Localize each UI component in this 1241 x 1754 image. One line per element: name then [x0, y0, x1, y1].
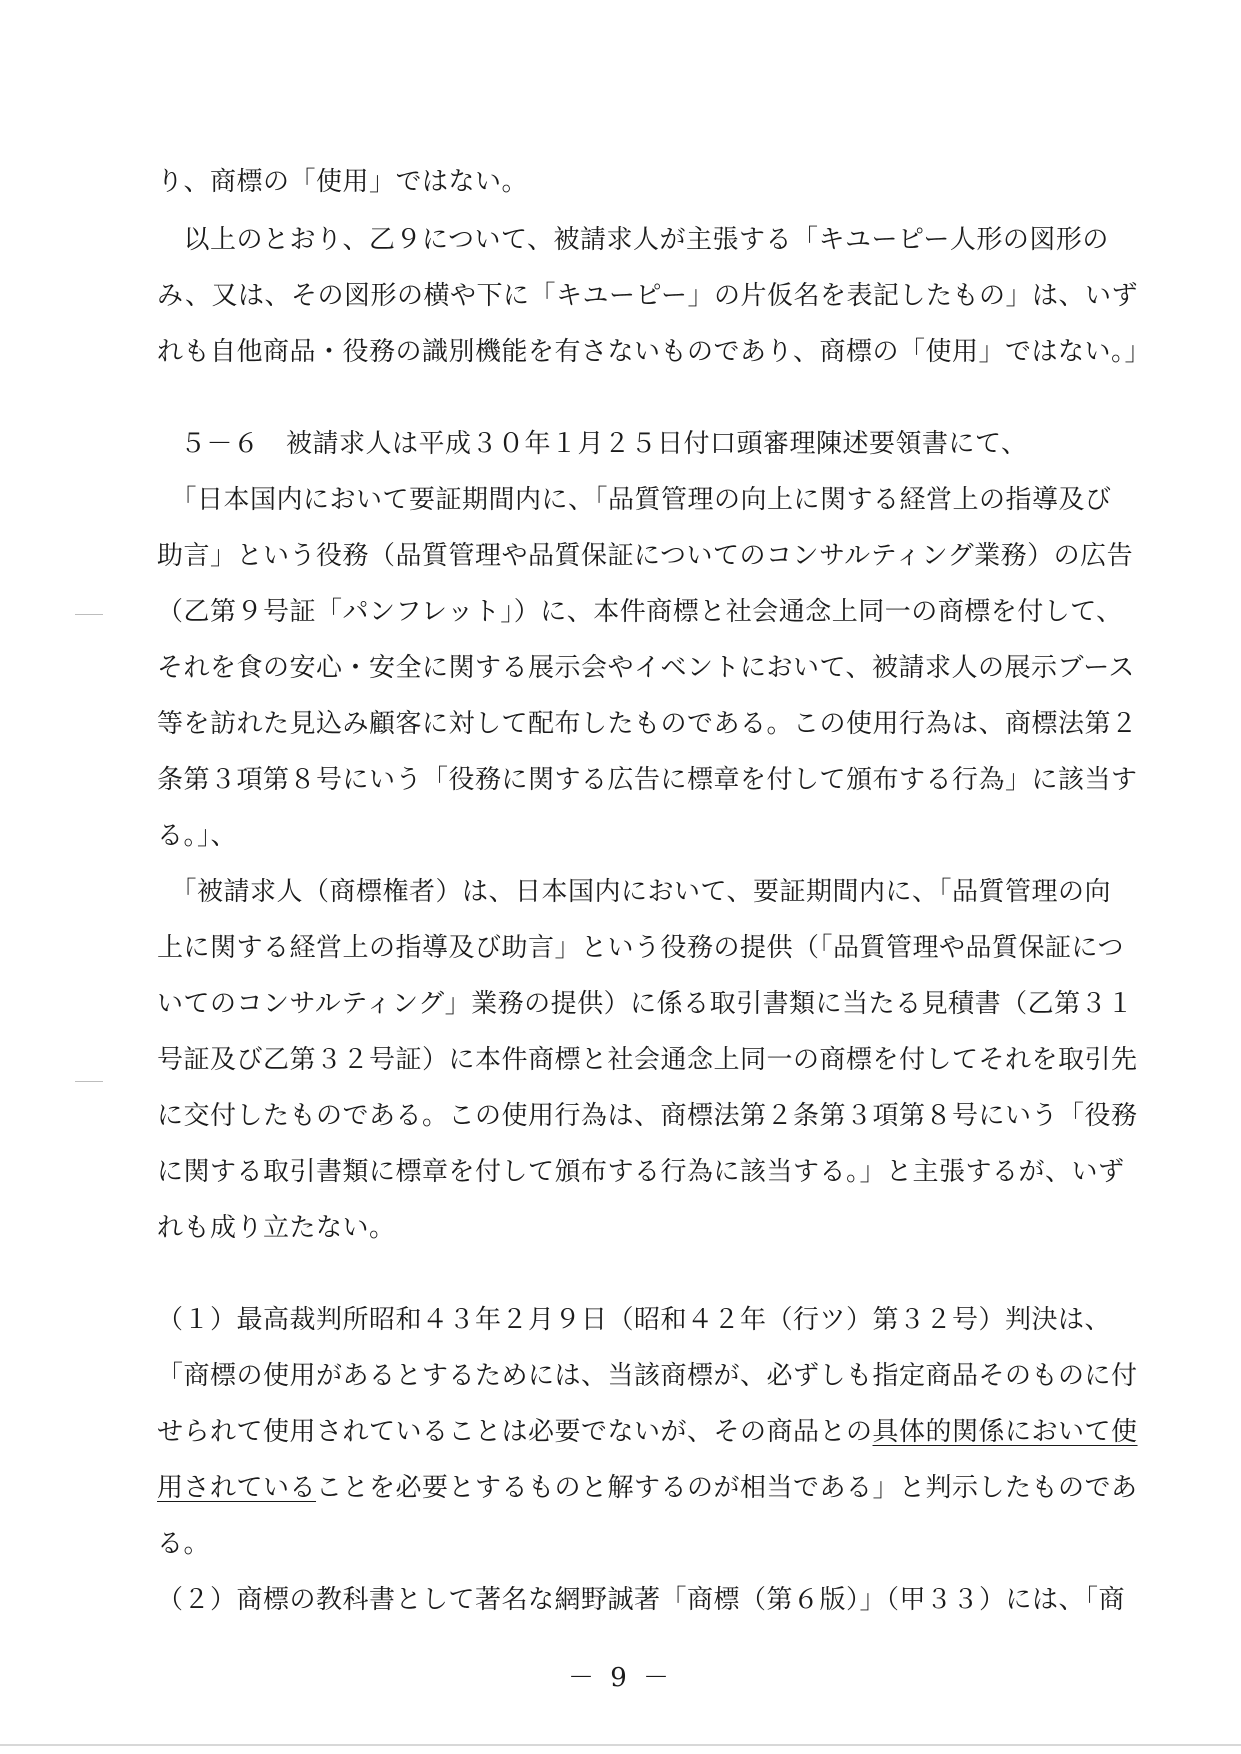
numbered-paragraph-line: （２）商標の教科書として著名な網野誠著「商標（第６版）」（甲３３）には、「商 [157, 1585, 1126, 1615]
text-line: （乙第９号証「パンフレット」）に、本件商標と社会通念上同一の商標を付して、 [157, 597, 1123, 627]
text-line: れも成り立たない。 [157, 1213, 396, 1243]
text-line: る。」、 [157, 821, 238, 851]
text-line: 等を訪れた見込み顧客に対して配布したものである。この使用行為は、商標法第２ [157, 709, 1138, 739]
text-line: 以上のとおり、乙９について、被請求人が主張する「キユーピー人形の図形の [157, 225, 1109, 255]
numbered-paragraph-line: （１）最高裁判所昭和４３年２月９日（昭和４２年（行ツ）第３２号）判決は、 [157, 1305, 1112, 1335]
text-line: み、又は、その図形の横や下に「キユーピー」の片仮名を表記したもの」は、いず [157, 281, 1139, 311]
text-line: 号証及び乙第３２号証）に本件商標と社会通念上同一の商標を付してそれを取引先 [157, 1045, 1138, 1075]
text-line: 「日本国内において要証期間内に、「品質管理の向上に関する経営上の指導及び [157, 485, 1112, 515]
text-line [157, 1468, 1138, 1508]
section-heading-line: ５－６ 被請求人は平成３０年１月２５日付口頭審理陳述要領書にて、 [180, 429, 1028, 459]
text-line: り、商標の「使用」ではない。 [157, 167, 529, 197]
text-line: 助言」という役務（品質管理や品質保証についてのコンサルティング業務）の広告 [157, 541, 1134, 571]
scan-speck [75, 1081, 103, 1082]
text-line: る。 [157, 1529, 211, 1559]
scan-speck [75, 614, 103, 615]
page-number: － 9 － [567, 1663, 674, 1693]
text-line: いてのコンサルティング」業務の提供）に係る取引書類に当たる見積書（乙第３１ [157, 989, 1134, 1019]
text-line [157, 1412, 1138, 1452]
text-line: 「被請求人（商標権者）は、日本国内において、要証期間内に、「品質管理の向 [157, 877, 1111, 907]
scan-bottom-edge [0, 1744, 1241, 1746]
text-line: れも自他商品・役務の識別機能を有さないものであり、商標の「使用」ではない。」 [157, 337, 1152, 367]
text-line: に交付したものである。この使用行為は、商標法第２条第３項第８号にいう「役務 [157, 1101, 1138, 1131]
underlined-text: 具体的関係において使 [872, 1417, 1138, 1447]
text-line: それを食の安心・安全に関する展示会やイベントにおいて、被請求人の展示ブース [157, 653, 1135, 683]
text-line: に関する取引書類に標章を付して頒布する行為に該当する。」と主張するが、いず [157, 1157, 1125, 1187]
text-line: 「商標の使用があるとするためには、当該商標が、必ずしも指定商品そのものに付 [157, 1361, 1138, 1391]
underlined-text: 用されている [157, 1473, 317, 1503]
text-run: ことを必要とするものと解するのが相当である」と判示したものであ [316, 1473, 1138, 1503]
text-line: 条第３項第８号にいう「役務に関する広告に標章を付して頒布する行為」に該当す [157, 765, 1138, 795]
text-line: 上に関する経営上の指導及び助言」という役務の提供（「品質管理や品質保証につ [157, 933, 1124, 963]
text-run: せられて使用されていることは必要でないが、その商品との [157, 1417, 873, 1447]
